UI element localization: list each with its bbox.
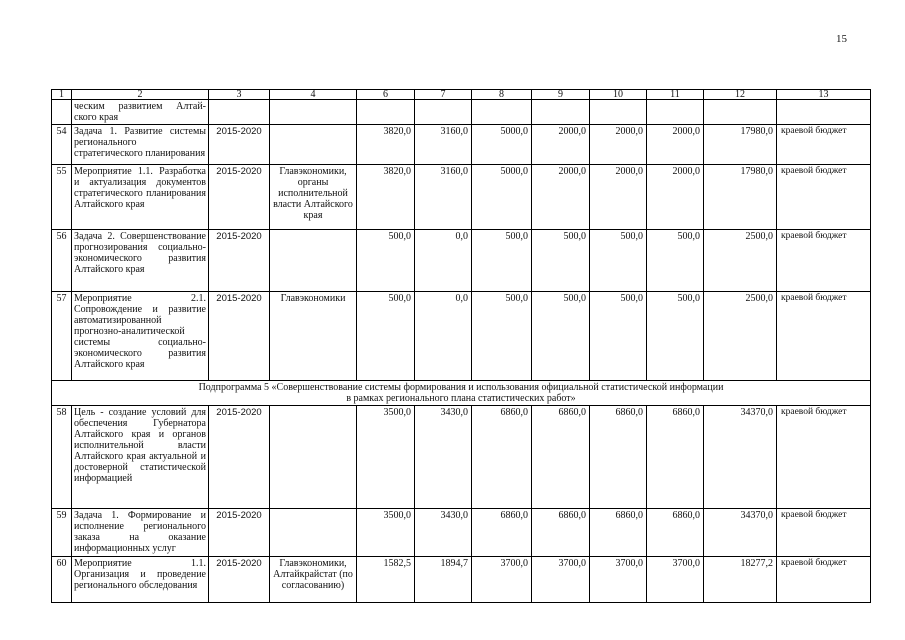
row-source: краевой бюджет	[777, 230, 871, 292]
table-row	[52, 292, 871, 381]
row-number: 56	[52, 230, 72, 292]
table-row	[52, 125, 871, 165]
row-value: 500,0	[357, 292, 415, 381]
row-value: 2000,0	[647, 165, 704, 230]
row-period: 2015-2020	[209, 230, 270, 292]
row-value: 2500,0	[704, 292, 777, 381]
row-value: 3160,0	[415, 125, 472, 165]
row-value: 3700,0	[590, 557, 647, 603]
row-value: 2000,0	[647, 125, 704, 165]
row-value: 500,0	[357, 230, 415, 292]
row-executor	[270, 509, 357, 557]
row-executor: Главэкономики, органы исполнительной власти Алтайского края	[270, 165, 357, 230]
continuation-row	[52, 100, 871, 125]
row-value: 0,0	[415, 230, 472, 292]
subprogram-title	[52, 381, 871, 406]
row-value: 3820,0	[357, 125, 415, 165]
row-value: 500,0	[590, 292, 647, 381]
row-number: 57	[52, 292, 72, 381]
header-cell: 7	[415, 90, 472, 100]
row-description: Задача 2. Совершенствование прогнозирования социально-экономического развития Алтайского края	[72, 230, 209, 292]
header-cell: 6	[357, 90, 415, 100]
header-cell: 10	[590, 90, 647, 100]
row-value: 3700,0	[532, 557, 590, 603]
row-source: краевой бюджет	[777, 165, 871, 230]
row-description: Задача 1. Развитие системы регионального стратегического планирования	[72, 125, 209, 165]
row-value: 18277,2	[704, 557, 777, 603]
row-executor	[270, 125, 357, 165]
row-source: краевой бюджет	[777, 125, 871, 165]
header-cell: 11	[647, 90, 704, 100]
row-value: 2000,0	[590, 125, 647, 165]
row-number: 58	[52, 406, 72, 509]
row-period: 2015-2020	[209, 509, 270, 557]
row-value: 500,0	[647, 230, 704, 292]
row-executor	[270, 230, 357, 292]
row-period: 2015-2020	[209, 125, 270, 165]
header-cell: 2	[72, 90, 209, 100]
row-description: Мероприятие 2.1. Сопровождение и развитие автоматизированной прогнозно-аналитической системы социально-экономического развития Алтайского края	[72, 292, 209, 381]
row-period: 2015-2020	[209, 557, 270, 603]
row-value: 34370,0	[704, 406, 777, 509]
row-number: 59	[52, 509, 72, 557]
row-source: краевой бюджет	[777, 557, 871, 603]
table-row	[52, 406, 871, 509]
row-value: 3430,0	[415, 406, 472, 509]
row-value: 17980,0	[704, 165, 777, 230]
row-description: Задача 1. Формирование и исполнение регионального заказа на оказание информационных услуг	[72, 509, 209, 557]
row-value: 6860,0	[590, 406, 647, 509]
subprogram-row	[52, 381, 871, 406]
row-value: 6860,0	[590, 509, 647, 557]
row-value: 0,0	[415, 292, 472, 381]
budget-table	[51, 89, 871, 603]
row-value: 3820,0	[357, 165, 415, 230]
row-value: 500,0	[532, 292, 590, 381]
table-row	[52, 165, 871, 230]
row-value: 17980,0	[704, 125, 777, 165]
row-description: Мероприятие 1.1. Организация и проведение регионального обследования	[72, 557, 209, 603]
row-period: 2015-2020	[209, 292, 270, 381]
row-value: 6860,0	[472, 406, 532, 509]
row-number: 54	[52, 125, 72, 165]
row-number: 55	[52, 165, 72, 230]
row-value: 5000,0	[472, 125, 532, 165]
row-value: 3500,0	[357, 406, 415, 509]
header-cell: 9	[532, 90, 590, 100]
row-value: 3700,0	[472, 557, 532, 603]
row-value: 6860,0	[532, 406, 590, 509]
row-value: 6860,0	[647, 509, 704, 557]
row-value: 2000,0	[532, 125, 590, 165]
row-value: 6860,0	[472, 509, 532, 557]
header-cell: 1	[52, 90, 72, 100]
subprogram-line: Подпрограмма 5 «Совершенствование системы формирования и использования официальной статистической информации	[198, 382, 724, 393]
page-number: 15	[836, 33, 847, 45]
row-value: 6860,0	[647, 406, 704, 509]
subprogram-line: в рамках регионального плана статистических работ»	[346, 393, 576, 404]
row-value: 2000,0	[590, 165, 647, 230]
header-cell: 8	[472, 90, 532, 100]
row-value: 2000,0	[532, 165, 590, 230]
table-row	[52, 230, 871, 292]
header-cell: 4	[270, 90, 357, 100]
row-executor: Главэкономики	[270, 292, 357, 381]
row-description: Мероприятие 1.1. Разработка и актуализация документов стратегического планирования Алтайского края	[72, 165, 209, 230]
row-value: 500,0	[472, 230, 532, 292]
row-executor: Главэкономики, Алтайкрайстат (по согласованию)	[270, 557, 357, 603]
table-row	[52, 557, 871, 603]
row-value: 1582,5	[357, 557, 415, 603]
table-row	[52, 509, 871, 557]
row-source: краевой бюджет	[777, 406, 871, 509]
row-value: 500,0	[590, 230, 647, 292]
row-value: 1894,7	[415, 557, 472, 603]
row-value: 6860,0	[532, 509, 590, 557]
header-cell: 13	[777, 90, 871, 100]
row-value: 3700,0	[647, 557, 704, 603]
header-cell: 3	[209, 90, 270, 100]
header-cell: 12	[704, 90, 777, 100]
row-executor	[270, 406, 357, 509]
row-description: Цель - создание условий для обеспечения Губернатора Алтайского края и органов исполнительной власти Алтайского края актуальной и достоверной статистической информацией	[72, 406, 209, 509]
row-number: 60	[52, 557, 72, 603]
row-value: 500,0	[647, 292, 704, 381]
row-period: 2015-2020	[209, 165, 270, 230]
row-value: 34370,0	[704, 509, 777, 557]
row-description: ческим развитием Алтай-ского края	[72, 100, 209, 125]
row-value: 5000,0	[472, 165, 532, 230]
row-period: 2015-2020	[209, 406, 270, 509]
row-value: 2500,0	[704, 230, 777, 292]
row-value: 3500,0	[357, 509, 415, 557]
row-value: 500,0	[532, 230, 590, 292]
row-value: 3160,0	[415, 165, 472, 230]
row-value: 3430,0	[415, 509, 472, 557]
row-source: краевой бюджет	[777, 292, 871, 381]
header-row	[52, 90, 871, 100]
row-source: краевой бюджет	[777, 509, 871, 557]
row-value: 500,0	[472, 292, 532, 381]
